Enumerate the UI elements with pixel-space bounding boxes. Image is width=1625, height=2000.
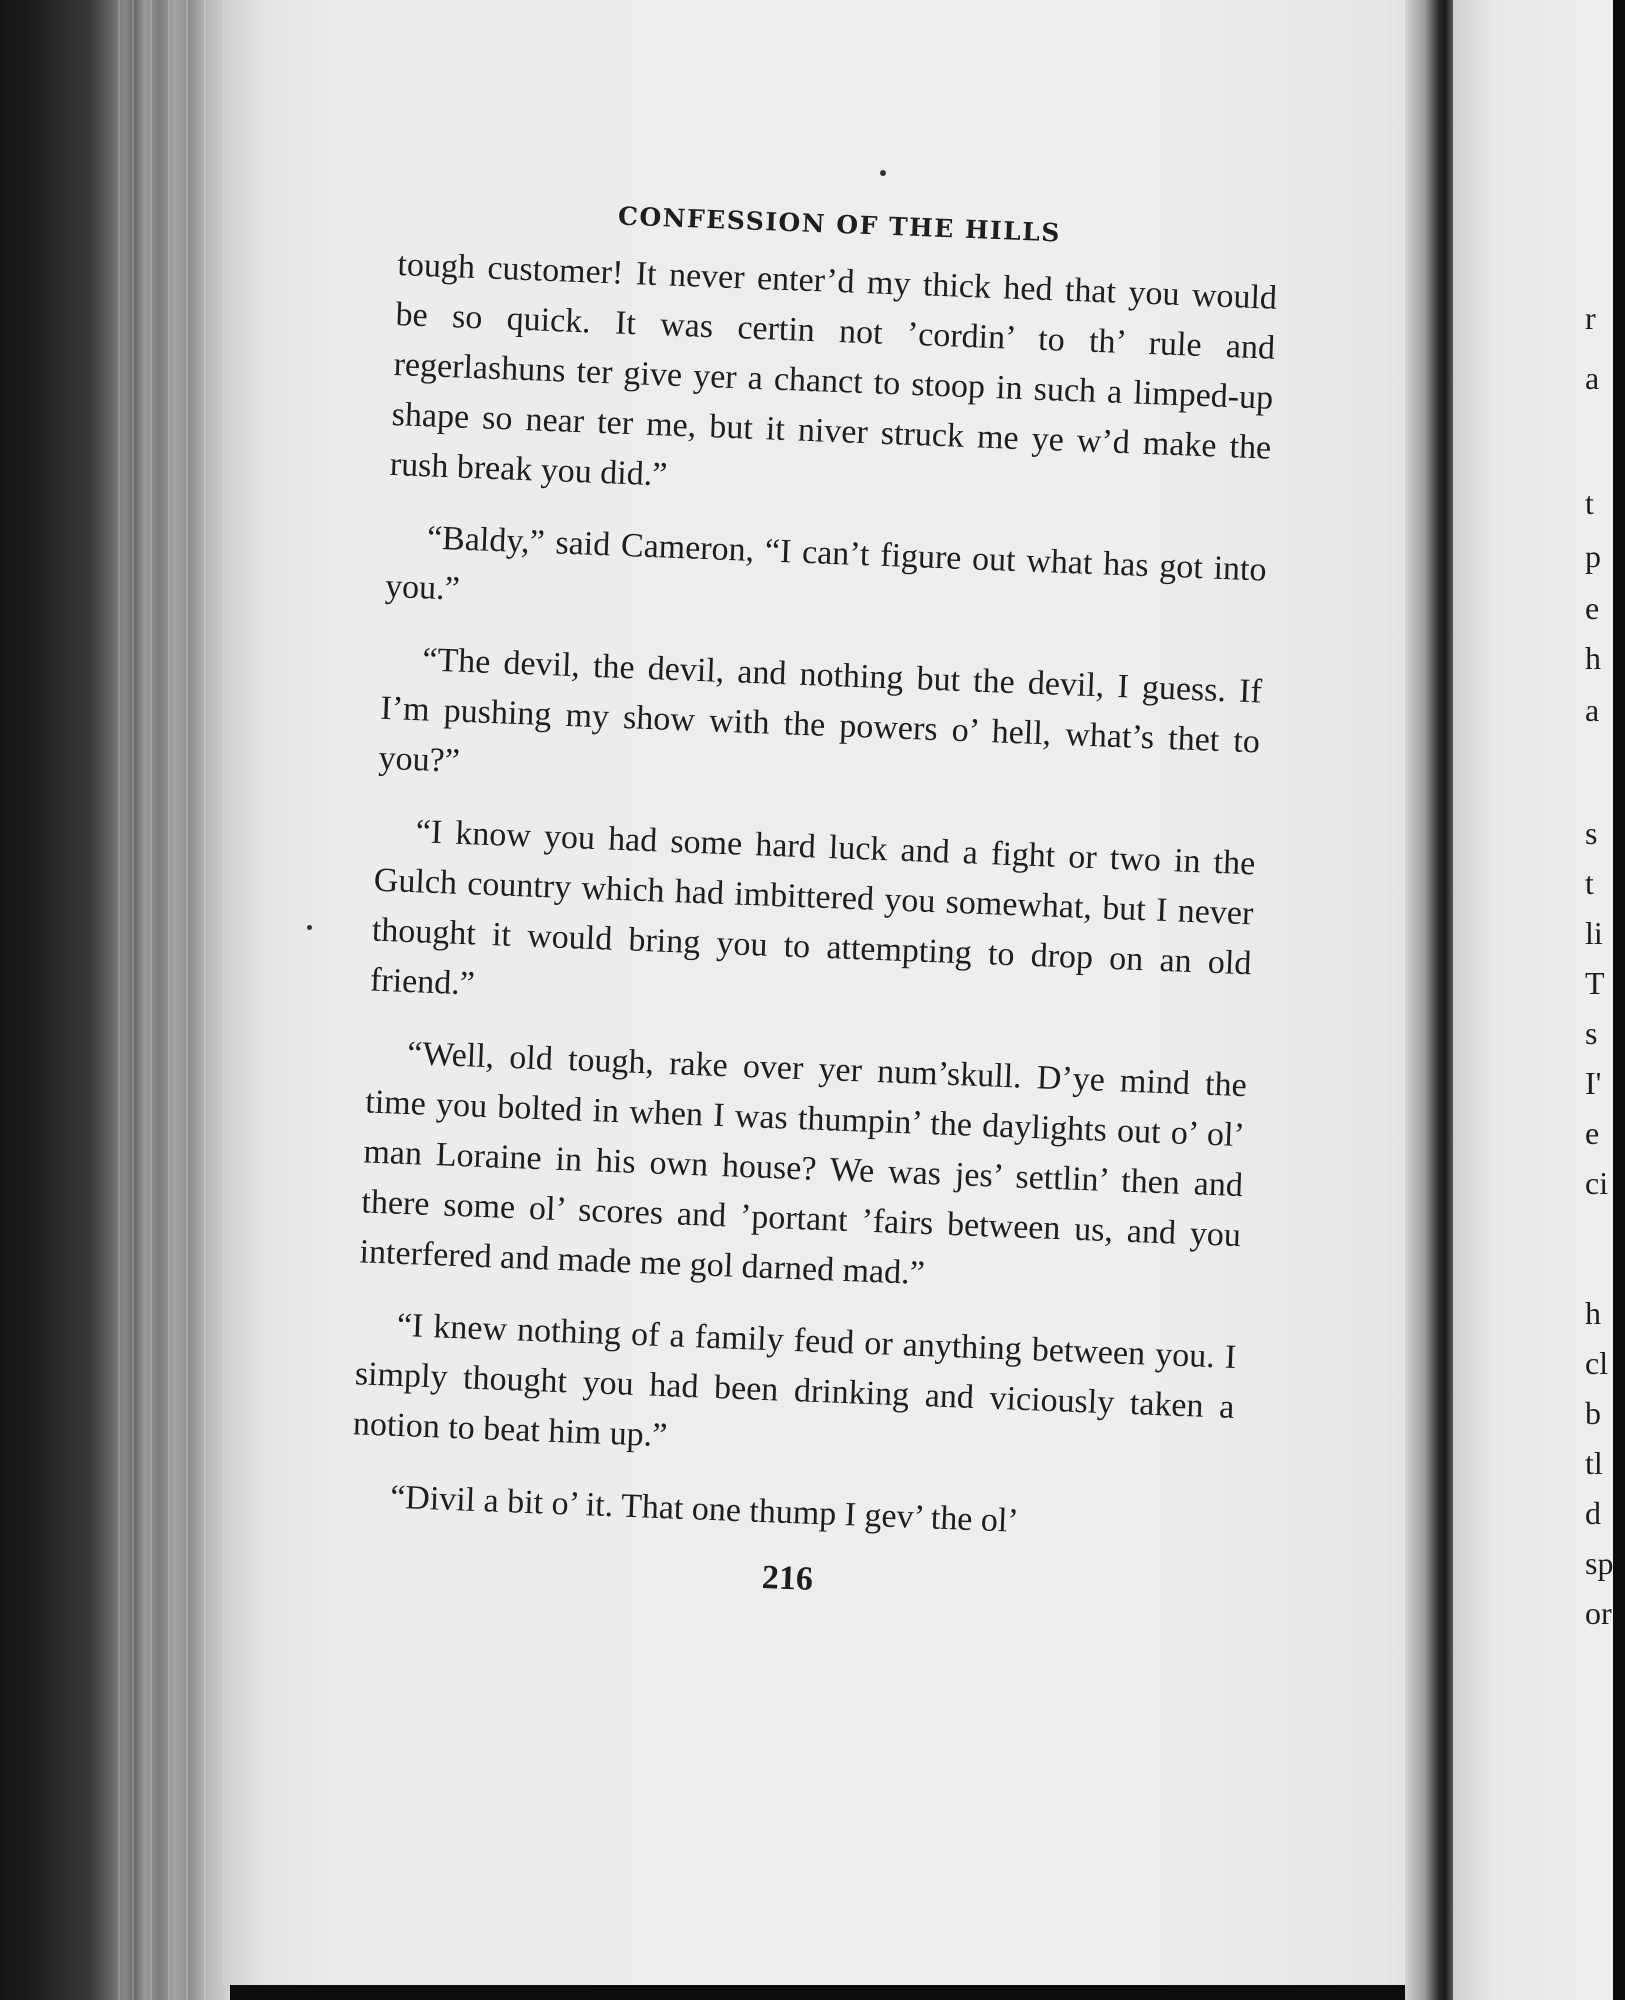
facing-letter: li: [1585, 915, 1603, 951]
paragraph: “Divil a bit o’ it. That one thump I gev’ the ol’: [389, 1478, 1020, 1540]
facing-letter: s: [1585, 1015, 1598, 1051]
paragraph: “Well, old tough, rake over yer num’skull. D’ye mind the time you bolted in when I was thumpin’ the daylights out o’ ol’ man Loraine in his own house? We was jes’ settlin’ then and there some ol’ scores and ’portant ’fairs between us, and you interfered and made me gol darned mad.”: [358, 1035, 1248, 1293]
facing-letter: d: [1585, 1495, 1601, 1531]
facing-letter: or: [1585, 1595, 1612, 1631]
facing-letter: t: [1585, 865, 1594, 901]
facing-letter: a: [1585, 692, 1600, 728]
paragraph: “I know you had some hard luck and a fight or two in the Gulch country which had imbittered you somewhat, but I never thought it would bring you to attempting to drop on an old friend.”: [369, 813, 1256, 1003]
facing-letter: h: [1585, 640, 1601, 676]
page-edges: [0, 0, 230, 2000]
page-text: [347, 193, 1280, 1615]
facing-letter: s: [1585, 815, 1598, 851]
running-head: CONFESSION OF THE HILLS: [617, 201, 1062, 248]
facing-letter: p: [1585, 538, 1601, 574]
page-number: 216: [761, 1559, 814, 1598]
facing-letter: sp: [1585, 1545, 1614, 1581]
paragraph: tough customer! It never enter’d my thick hed that you would be so quick. It was certin not ’cordin’ to th’ rule and regerlashuns ter give yer a chanct to stoop in such a limped-up shape so near ter me, but it niver struck me ye w’d make the rush break you did.”: [389, 246, 1278, 494]
paragraph: “The devil, the devil, and nothing but the devil, I guess. If I’m pushing my show with the powers o’ hell, what’s thet to you?”: [377, 641, 1263, 780]
paragraph: “Baldy,” said Cameron, “I can’t figure out what has got into you.”: [384, 519, 1268, 608]
facing-letter: e: [1585, 1115, 1600, 1151]
paragraph: “I knew nothing of a family feud or anything between you. I simply thought you had been drinking and viciously taken a notion to beat him up.”: [352, 1306, 1237, 1455]
facing-letter: r: [1585, 300, 1596, 336]
facing-letter: cl: [1585, 1345, 1609, 1381]
facing-letter: tl: [1585, 1445, 1603, 1481]
facing-letter: I': [1585, 1065, 1602, 1101]
facing-letter: b: [1585, 1395, 1601, 1431]
facing-letter: h: [1585, 1295, 1601, 1331]
facing-letter: T: [1585, 965, 1605, 1001]
facing-letter: ci: [1585, 1165, 1609, 1201]
facing-letter: a: [1585, 360, 1600, 396]
facing-letter: e: [1585, 590, 1600, 626]
book-gutter: [1405, 0, 1453, 2000]
facing-letter: t: [1585, 485, 1594, 521]
